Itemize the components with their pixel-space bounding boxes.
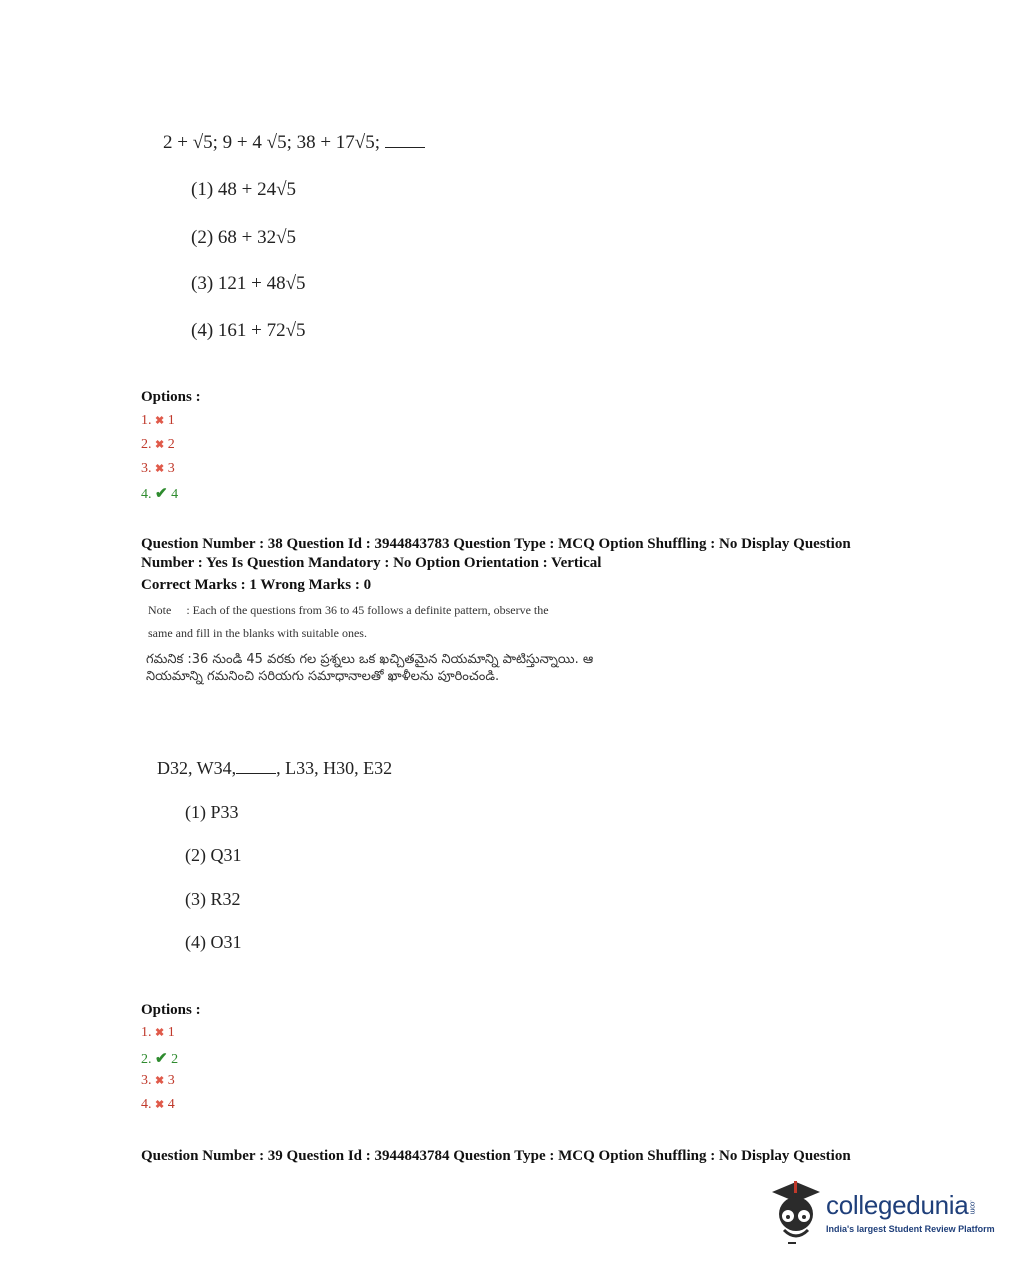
- q38-option-2: 2. ✔ 2: [141, 1051, 179, 1067]
- cross-mark-icon: ✖: [155, 1099, 165, 1111]
- logo-brand: collegedunia.com: [826, 1190, 976, 1220]
- q37-option-4: 4. ✔ 4: [141, 486, 179, 502]
- q37-option-3: 3. ✖ 3: [141, 461, 175, 476]
- collegedunia-logo[interactable]: [766, 1178, 996, 1248]
- note-text: : Each of the questions from 36 to 45 follows a definite pattern, observe the: [186, 603, 549, 617]
- q38-series-a: D32, W34,: [157, 758, 237, 778]
- cross-mark-icon: ✖: [155, 415, 165, 427]
- note-label: Note: [148, 603, 172, 617]
- q38-option-4: 4. ✖ 4: [141, 1097, 175, 1112]
- q39-meta-line1: Question Number : 39 Question Id : 3944843784 Question Type : MCQ Option Shuffling : No Display Question: [141, 1148, 851, 1164]
- q37-option-2: 2. ✖ 2: [141, 437, 175, 452]
- q38-marks: Correct Marks : 1 Wrong Marks : 0: [141, 577, 372, 593]
- graduate-mascot-icon: [766, 1178, 826, 1248]
- cross-mark-icon: ✖: [155, 1075, 165, 1087]
- q38-note-line2: same and fill in the blanks with suitable ones.: [148, 626, 367, 640]
- check-mark-icon: ✔: [155, 1051, 168, 1067]
- q38-series: [157, 758, 392, 779]
- q38-choice-4: (4) O31: [185, 932, 242, 952]
- q38-options-heading: Options :: [141, 1002, 201, 1018]
- check-mark-icon: ✔: [155, 486, 168, 502]
- q38-series-b: , L33, H30, E32: [276, 758, 393, 778]
- q38-meta-line1: Question Number : 38 Question Id : 3944843783 Question Type : MCQ Option Shuffling : No Display Question: [141, 536, 851, 552]
- q38-choice-3: (3) R32: [185, 889, 241, 909]
- q38-option-3: 3. ✖ 3: [141, 1073, 175, 1088]
- cross-mark-icon: ✖: [155, 463, 165, 475]
- q38-note-line1: [148, 603, 549, 618]
- q37-series-text: 2 + √5; 9 + 4 √5; 38 + 17√5;: [163, 132, 381, 153]
- q37-series: [163, 132, 425, 154]
- q38-blank: [236, 772, 276, 774]
- q37-blank: [385, 146, 425, 148]
- q38-choice-2: (2) Q31: [185, 845, 242, 865]
- q38-choice-1: (1) P33: [185, 802, 239, 822]
- q38-telugu-note: గమనిక :36 నుండి 45 వరకు గల ప్రశ్నలు ఒక ఖచ్చితమైన నియమాన్ని పాటిస్తున్నాయి. ఆ నియమాన్ని గమనించి సరియగు సమాధానాలతో ఖాళీలను పూరించండి.: [146, 652, 594, 684]
- q38-option-1: 1. ✖ 1: [141, 1025, 175, 1040]
- q37-choice-2: (2) 68 + 32√5: [191, 227, 297, 248]
- q38-meta-line2: Number : Yes Is Question Mandatory : No Option Orientation : Vertical: [141, 555, 602, 571]
- q37-choice-3: (3) 121 + 48√5: [191, 273, 306, 294]
- cross-mark-icon: ✖: [155, 439, 165, 451]
- q37-options-heading: Options :: [141, 389, 201, 405]
- cross-mark-icon: ✖: [155, 1027, 165, 1039]
- q37-choice-1: (1) 48 + 24√5: [191, 179, 297, 200]
- logo-suffix: .com: [968, 1200, 976, 1214]
- q37-option-1: 1. ✖ 1: [141, 413, 175, 428]
- logo-tagline: India's largest Student Review Platform: [826, 1224, 995, 1234]
- q38-meta: [141, 535, 941, 595]
- q37-choice-4: (4) 161 + 72√5: [191, 320, 306, 341]
